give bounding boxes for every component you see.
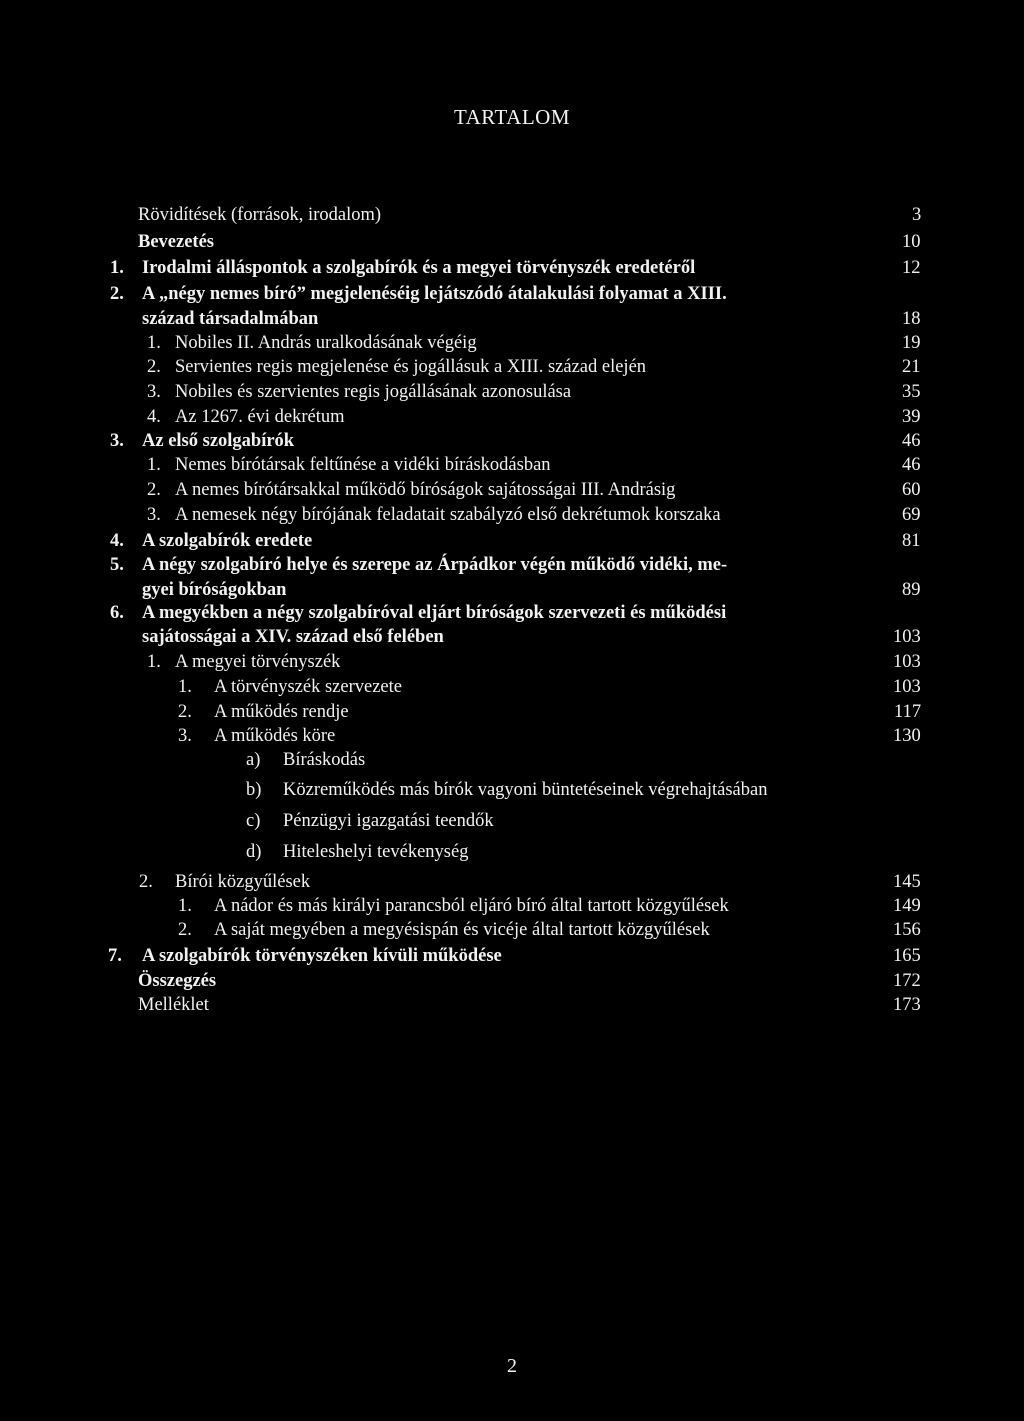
- toc-entry-page: 81: [902, 531, 921, 551]
- toc-entry-title: A saját megyében a megyésispán és vicéje által tartott közgyűlések: [214, 920, 710, 940]
- toc-entry-page: 60: [902, 480, 921, 500]
- toc-entry-title: A megyékben a négy szolgabíróval eljárt bíróságok szervezeti és működési: [142, 603, 727, 623]
- toc-entry-title: gyei bíróságokban: [142, 580, 287, 600]
- toc-entry-title: Rövidítések (források, irodalom): [138, 205, 382, 225]
- toc-entry-page: 69: [902, 505, 921, 525]
- toc-entry-title: Nemes bírótársak feltűnése a vidéki bíráskodásban: [175, 455, 551, 475]
- toc-entry-title: A „négy nemes bíró” megjelenéséig lejátszódó átalakulási folyamat a XIII.: [142, 284, 727, 304]
- toc-entry-number: 2.: [147, 357, 161, 377]
- toc-entry-number: d): [246, 842, 262, 862]
- toc-entry-number: 4.: [110, 531, 124, 551]
- toc-entry-page: 10: [902, 232, 921, 252]
- toc-entry-title: A négy szolgabíró helye és szerepe az Árpádkor végén működő vidéki, me-: [142, 555, 728, 575]
- toc-entry-number: a): [246, 750, 261, 770]
- toc-entry-title: A nemesek négy bírójának feladatait szabályzó első dekrétumok korszaka: [175, 505, 721, 525]
- toc-entry-number: 2.: [110, 284, 124, 304]
- toc-entry-page: 39: [902, 407, 921, 427]
- toc-entry-title: Az első szolgabírók: [142, 431, 295, 451]
- toc-entry-number: 3.: [147, 382, 161, 402]
- toc-entry-number: 3.: [178, 726, 192, 746]
- toc-entry-number: 1.: [178, 896, 192, 916]
- page-number: 2: [507, 1355, 517, 1377]
- toc-entry-title: Bírói közgyűlések: [175, 872, 311, 892]
- toc-entry-page: 145: [893, 872, 921, 892]
- toc-entry-title: sajátosságai a XIV. század első felében: [142, 627, 444, 647]
- toc-entry-page: 149: [893, 896, 921, 916]
- toc-entry-page: 117: [894, 702, 922, 722]
- toc-entry-number: 2.: [147, 480, 161, 500]
- toc-entry-number: 2.: [139, 872, 153, 892]
- toc-entry-number: 1.: [178, 677, 192, 697]
- toc-entry-page: 21: [902, 357, 921, 377]
- toc-entry-title: A működés rendje: [214, 702, 349, 722]
- toc-entry-number: 7.: [108, 946, 122, 966]
- toc-entry-page: 156: [893, 920, 921, 940]
- toc-entry-number: 2.: [178, 702, 192, 722]
- toc-entry-title: Bíráskodás: [283, 750, 366, 770]
- toc-entry-page: 172: [893, 971, 921, 991]
- toc-entry-number: 3.: [147, 505, 161, 525]
- toc-entry-title: A megyei törvényszék: [175, 652, 341, 672]
- toc-entry-title: Összegzés: [138, 971, 217, 991]
- toc-entry-page: 18: [902, 309, 921, 329]
- toc-entry-title: A működés köre: [214, 726, 336, 746]
- toc-entry-title: Bevezetés: [138, 232, 215, 252]
- toc-entry-page: 103: [893, 627, 921, 647]
- toc-entry-number: 4.: [147, 407, 161, 427]
- toc-entry-number: c): [246, 811, 261, 831]
- toc-entry-title: Irodalmi álláspontok a szolgabírók és a megyei törvényszék eredetéről: [142, 258, 696, 278]
- toc-entry-title: Az 1267. évi dekrétum: [175, 407, 345, 427]
- toc-entry-title: A szolgabírók eredete: [142, 531, 313, 551]
- toc-entry-title: Közreműködés más bírók vagyoni büntetéseinek végrehajtásában: [283, 780, 768, 800]
- toc-entry-page: 19: [902, 333, 921, 353]
- toc-entry-page: 103: [893, 652, 921, 672]
- toc-entry-title: A törvényszék szervezete: [214, 677, 402, 697]
- toc-entry-number: 1.: [147, 455, 161, 475]
- toc-entry-title: Nobiles II. András uralkodásának végéig: [175, 333, 477, 353]
- toc-entry-page: 165: [893, 946, 921, 966]
- toc-entry-page: 46: [902, 455, 921, 475]
- toc-entry-number: 1.: [147, 333, 161, 353]
- toc-entry-number: b): [246, 780, 262, 800]
- toc-entry-title: Hiteleshelyi tevékenység: [283, 842, 469, 862]
- toc-entry-page: 173: [893, 995, 921, 1015]
- toc-entry-title: Pénzügyi igazgatási teendők: [283, 811, 494, 831]
- toc-entry-page: 130: [893, 726, 921, 746]
- toc-entry-page: 89: [902, 580, 921, 600]
- toc-entry-title: század társadalmában: [142, 309, 319, 329]
- toc-entry-title: Servientes regis megjelenése és jogállásuk a XIII. század elején: [175, 357, 647, 377]
- toc-entry-title: A szolgabírók törvényszéken kívüli működése: [142, 946, 502, 966]
- toc-entry-page: 103: [893, 677, 921, 697]
- toc-entry-page: 46: [902, 431, 921, 451]
- toc-entry-page: 12: [902, 258, 921, 278]
- toc-entry-number: 2.: [178, 920, 192, 940]
- toc-entry-title: Nobiles és szervientes regis jogállásának azonosulása: [175, 382, 572, 402]
- toc-entry-number: 1.: [147, 652, 161, 672]
- toc-entry-page: 3: [912, 205, 922, 225]
- toc-entry-title: A nemes bírótársakkal működő bíróságok sajátosságai III. Andrásig: [175, 480, 676, 500]
- toc-entry-number: 5.: [110, 555, 124, 575]
- toc-entry-page: 35: [902, 382, 921, 402]
- toc-entry-title: A nádor és más királyi parancsból eljáró bíró által tartott közgyűlések: [214, 896, 729, 916]
- toc-entry-title: Melléklet: [138, 995, 209, 1015]
- toc-entry-number: 3.: [110, 431, 124, 451]
- toc-entry-number: 6.: [110, 603, 124, 623]
- page-title: TARTALOM: [453, 105, 571, 129]
- toc-entry-number: 1.: [110, 258, 124, 278]
